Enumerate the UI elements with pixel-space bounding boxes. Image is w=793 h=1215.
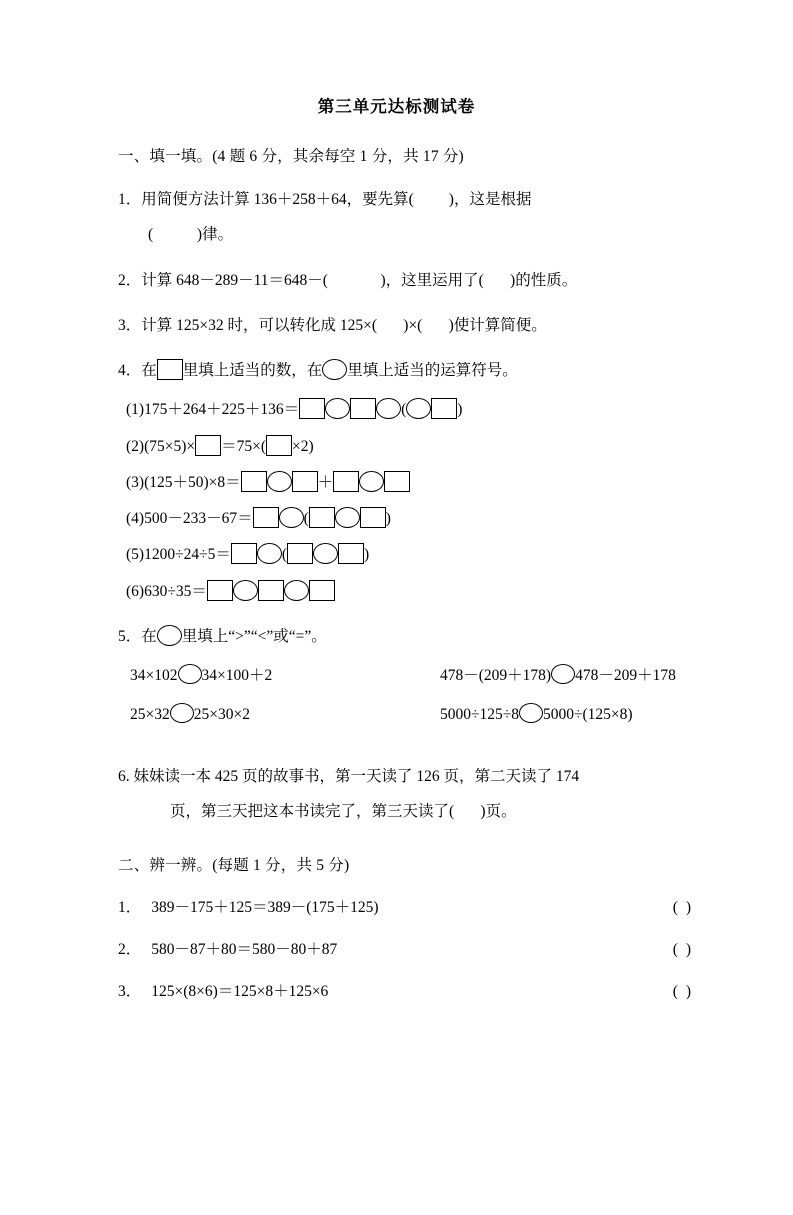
question-4-item-2-tail: ×2) xyxy=(292,437,314,455)
question-4-item-5-expr: 1200÷24÷5＝ xyxy=(144,546,231,564)
question-5-comparison-table xyxy=(118,664,693,743)
question-4-item-1-paren-open: ( xyxy=(401,401,407,419)
question-2-blank-1[interactable] xyxy=(328,272,381,289)
question-2 xyxy=(118,269,693,292)
question-4-item-3 xyxy=(126,471,693,494)
question-2-blank-2[interactable] xyxy=(484,272,510,289)
answer-box[interactable] xyxy=(333,471,359,492)
answer-circle[interactable] xyxy=(157,625,182,646)
section-1-heading: 一、填一填。(4 题 6 分，其余每空 1 分，共 17 分) xyxy=(118,148,464,165)
question-1-line2-b: )律。 xyxy=(196,226,234,244)
question-5-row-1-left-expr-1: 34×102 xyxy=(130,667,178,684)
section-2-item-1 xyxy=(118,895,693,917)
section-2-item-3-text: 125×(8×6)＝125×8＋125×6 xyxy=(151,983,329,1000)
question-4-item-6 xyxy=(126,580,693,603)
question-6-blank[interactable] xyxy=(454,803,480,820)
section-2-item-1-answer[interactable]: ( ) xyxy=(672,899,693,916)
question-4-item-4-label: (4) xyxy=(126,510,145,527)
question-6-line1: 6. 妹妹读一本 425 页的故事书，第一天读了 126 页，第二天读了 174 xyxy=(118,767,580,785)
answer-circle[interactable] xyxy=(170,703,194,723)
question-4-item-5 xyxy=(126,543,693,566)
question-4-item-1 xyxy=(126,398,693,421)
question-1-line2 xyxy=(148,223,693,246)
question-4-item-1-paren-close: ) xyxy=(457,401,463,419)
answer-box[interactable] xyxy=(431,398,457,419)
answer-circle[interactable] xyxy=(406,398,431,419)
question-2-part-b: )，这里运用了( xyxy=(380,271,484,289)
question-3-part-a: 3．计算 125×32 时，可以转化成 125×( xyxy=(118,316,378,334)
section-2-heading: 二、辨一辨。(每题 1 分，共 5 分) xyxy=(118,857,350,874)
answer-box[interactable] xyxy=(338,543,364,564)
question-4-item-6-expr: 630÷35＝ xyxy=(144,582,207,600)
answer-box[interactable] xyxy=(207,580,233,601)
answer-box[interactable] xyxy=(157,359,183,380)
question-1-blank-1[interactable] xyxy=(414,191,449,208)
answer-circle[interactable] xyxy=(359,471,384,492)
section-2-item-2 xyxy=(118,937,693,959)
question-4-lead-c: 里填上适当的运算符号。 xyxy=(347,362,518,379)
answer-circle[interactable] xyxy=(376,398,401,419)
question-5-row-1-right-expr-2: 478－209＋178 xyxy=(575,667,676,684)
answer-circle[interactable] xyxy=(519,703,543,723)
answer-circle[interactable] xyxy=(178,664,202,684)
question-4-item-4-paren-close: ) xyxy=(385,510,391,527)
answer-circle[interactable] xyxy=(257,543,282,564)
worksheet-page xyxy=(0,93,793,1215)
question-6 xyxy=(118,765,693,824)
question-1-line1-a: 1．用简便方法计算 136＋258＋64，要先算( xyxy=(118,191,414,208)
question-1-line1-b: )，这是根据 xyxy=(448,191,532,208)
question-3-blank-1[interactable] xyxy=(377,317,403,334)
section-2-item-3 xyxy=(118,979,693,1001)
question-5-row-2-left xyxy=(118,703,440,742)
section-2-item-1-num: 1． xyxy=(118,899,142,916)
question-4-item-5-label: (5) xyxy=(126,546,145,564)
question-2-part-c: )的性质。 xyxy=(510,271,578,289)
question-4 xyxy=(118,359,693,603)
answer-box[interactable] xyxy=(253,507,279,528)
section-2-item-1-text: 389－175＋125＝389－(175＋125) xyxy=(151,899,379,916)
question-3-part-b: )×( xyxy=(403,316,423,334)
question-4-item-5-paren-open: ( xyxy=(281,546,288,564)
question-5-row-2-right-expr-2: 5000÷(125×8) xyxy=(543,706,633,724)
answer-circle[interactable] xyxy=(284,580,309,601)
question-3-blank-2[interactable] xyxy=(422,317,448,334)
question-1-blank-2[interactable] xyxy=(153,226,197,243)
answer-box[interactable] xyxy=(287,543,313,564)
section-2-item-3-num: 3． xyxy=(118,983,142,1000)
question-6-line2-a: 页，第三天把这本书读完了，第三天读了( xyxy=(170,802,455,820)
question-5-lead-b: 里填上“>”“<”或“=”。 xyxy=(181,627,327,645)
question-5-row-1-right xyxy=(440,664,693,703)
answer-box[interactable] xyxy=(309,580,335,601)
question-4-item-4-expr: 500－233－67＝ xyxy=(144,510,253,527)
question-1 xyxy=(118,188,693,247)
answer-box[interactable] xyxy=(258,580,284,601)
answer-circle[interactable] xyxy=(335,507,360,528)
question-5-row-2-right-expr-1: 5000÷125÷8 xyxy=(440,706,520,724)
answer-circle[interactable] xyxy=(267,471,292,492)
table-row xyxy=(118,703,693,742)
question-4-item-6-label: (6) xyxy=(126,582,145,600)
answer-box[interactable] xyxy=(350,398,376,419)
answer-circle[interactable] xyxy=(325,398,350,419)
section-2-item-2-num: 2． xyxy=(118,941,142,958)
table-row xyxy=(118,664,693,703)
question-5-lead-a: 5．在 xyxy=(118,627,157,645)
question-2-part-a: 2．计算 648－289－11＝648－( xyxy=(118,271,328,289)
question-4-item-2-expr: (75×5)× xyxy=(144,437,196,455)
question-5-row-2-left-expr-2: 25×30×2 xyxy=(193,706,250,724)
question-4-item-1-label: (1) xyxy=(126,401,145,419)
answer-circle[interactable] xyxy=(551,664,575,684)
answer-box[interactable] xyxy=(292,471,318,492)
answer-box[interactable] xyxy=(231,543,257,564)
page-title: 第三单元达标测试卷 xyxy=(317,98,476,116)
question-5-row-1-left-expr-2: 34×100＋2 xyxy=(201,667,273,684)
answer-box[interactable] xyxy=(360,507,386,528)
question-4-item-4 xyxy=(126,507,693,530)
section-2-item-2-text: 580－87＋80＝580－80＋87 xyxy=(151,941,338,958)
question-4-item-2 xyxy=(126,435,693,458)
question-4-item-1-expr: 175＋264＋225＋136＝ xyxy=(144,401,300,419)
question-4-item-3-label: (3) xyxy=(126,473,145,491)
section-2-item-3-answer[interactable]: ( ) xyxy=(672,983,693,1000)
question-4-item-3-expr: (125＋50)×8＝ xyxy=(144,473,241,491)
question-6-line2-b: )页。 xyxy=(480,802,517,820)
question-5-row-2-left-expr-1: 25×32 xyxy=(130,706,170,724)
question-5-row-1-left xyxy=(118,664,440,703)
question-4-item-5-paren-close: ) xyxy=(364,546,370,564)
question-4-lead-b: 里填上适当的数，在 xyxy=(182,362,323,379)
answer-box[interactable] xyxy=(241,471,267,492)
question-5 xyxy=(118,625,693,743)
question-5-row-2-right xyxy=(440,703,693,742)
answer-circle[interactable] xyxy=(322,359,347,380)
question-4-item-3-plus: ＋ xyxy=(317,473,334,491)
question-6-line2 xyxy=(170,800,693,823)
question-4-item-2-mid: ＝75×( xyxy=(221,437,267,455)
answer-circle[interactable] xyxy=(313,543,338,564)
question-3-part-c: )使计算简便。 xyxy=(448,316,547,334)
answer-circle[interactable] xyxy=(233,580,258,601)
question-1-line2-a: ( xyxy=(148,226,154,244)
answer-box[interactable] xyxy=(266,435,292,456)
question-4-item-4-paren-open: ( xyxy=(303,510,309,527)
answer-box[interactable] xyxy=(195,435,221,456)
question-4-lead-a: 4．在 xyxy=(118,362,157,379)
answer-circle[interactable] xyxy=(279,507,304,528)
question-4-item-2-label: (2) xyxy=(126,437,145,455)
section-2-item-2-answer[interactable]: ( ) xyxy=(672,941,693,958)
worksheet-content xyxy=(118,144,693,1001)
answer-box[interactable] xyxy=(384,471,410,492)
question-3 xyxy=(118,314,693,337)
answer-box[interactable] xyxy=(309,507,335,528)
question-5-row-1-right-expr-1: 478－(209＋178) xyxy=(440,667,552,684)
answer-box[interactable] xyxy=(299,398,325,419)
